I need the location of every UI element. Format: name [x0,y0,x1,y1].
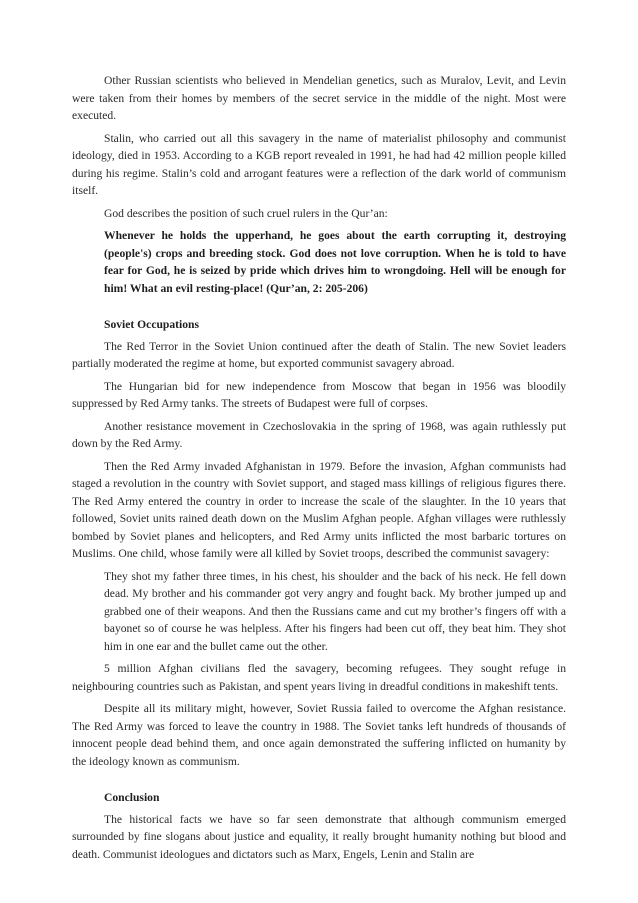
quran-quote: Whenever he holds the upperhand, he goes about the earth corrupting it, destroying (people's) crops and breeding stock. God does not love corruption. When he is told to have fear for God, he is seized by pride which drives him to wrongdoing. Hell will be enough for him! What an evil resting-place! (Qur’an, 2: 205-206) [104,229,566,295]
child-testimony-quote: They shot my father three times, in his chest, his shoulder and the back of his neck. He fell down dead. My brother and his commander got very angry and fought back. My brother jumped up and grabbed one of their weapons. And then the Russians came and cut my brother’s fingers off with a bayonet so of course he was helpless. After his fingers had been cut off, they beat him. They shot him in one ear and the bullet came out the other. [104,569,566,653]
section-heading-soviet-occupations: Soviet Occupations [104,318,200,331]
paragraph-quran-intro: God describes the position of such cruel rulers in the Qur’an: [104,206,388,220]
paragraph-mendelian-scientists: Other Russian scientists who believed in Mendelian genetics, such as Muralov, Levit, and Levin were taken from their homes by members of the secret service in the middle of the night. Most were executed. [72,74,566,122]
paragraph-conclusion: The historical facts we have so far seen demonstrate that although communism emerged surrounded by fine slogans about justice and equality, it really brought humanity nothing but blood and death. Communist ideologues and dictators such as Marx, Engels, Lenin and Stalin are [72,812,566,861]
paragraph-czechoslovakia: Another resistance movement in Czechoslovakia in the spring of 1968, was again ruthlessly put down by the Red Army. [72,419,566,450]
section-heading-conclusion: Conclusion [104,791,160,804]
paragraph-afghanistan-invasion: Then the Red Army invaded Afghanistan in 1979. Before the invasion, Afghan communists had staged a revolution in the country with Soviet support, and staged mass killings of religious figures there. The Red Army entered the country in order to increase the scale of the slaughter. In the 10 years that followed, Soviet units rained death down on the Muslim Afghan people. Afghan villages were ruthlessly bombed by Soviet planes and helicopters, and Red Army units inflicted the most barbaric tortures on Muslims. One child, whose family were all killed by Soviet troops, described the communist savagery: [72,459,566,560]
paragraph-afghan-refugees: 5 million Afghan civilians fled the savagery, becoming refugees. They sought refuge in neighbouring countries such as Pakistan, and spent years living in dreadful conditions in makeshift tents. [72,662,566,693]
paragraph-red-terror: The Red Terror in the Soviet Union continued after the death of Stalin. The new Soviet leaders partially moderated the regime at home, but exported communist savagery abroad. [72,339,566,370]
paragraph-hungary: The Hungarian bid for new independence from Moscow that began in 1956 was bloodily suppressed by Red Army tanks. The streets of Budapest were full of corpses. [72,379,566,410]
paragraph-stalin-death: Stalin, who carried out all this savagery in the name of materialist philosophy and communist ideology, died in 1953. According to a KGB report revealed in 1991, he had had 42 million people killed during his regime. Stalin’s cold and arrogant features were a reflection of the dark world of communism itself. [72,131,566,197]
document-page [72,72,566,868]
paragraph-soviet-withdrawal: Despite all its military might, however, Soviet Russia failed to overcome the Afghan resistance. The Red Army was forced to leave the country in 1988. The Soviet tanks left hundreds of thousands of innocent people dead behind them, and once again demonstrated the suffering inflicted on humanity by the ideology known as communism. [72,702,566,768]
